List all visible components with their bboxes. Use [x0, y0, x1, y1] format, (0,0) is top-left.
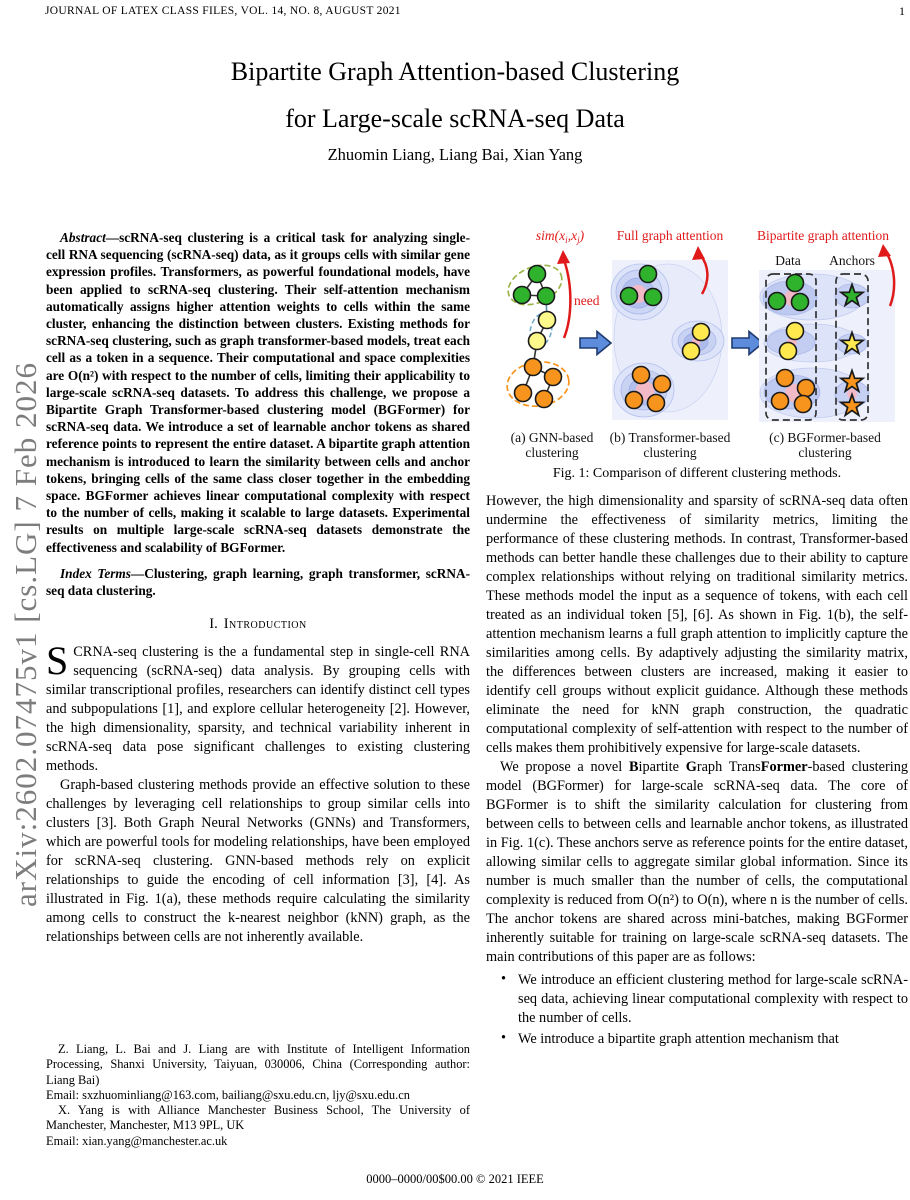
green-cell-node — [769, 293, 786, 310]
yellow-cell-node — [529, 333, 546, 350]
orange-cell-node — [525, 359, 542, 376]
bullet-icon: • — [501, 971, 507, 987]
footnote-line: Email: sxzhuominliang@163.com, bailiang@sxu.edu.cn, ljy@sxu.edu.cn — [46, 1087, 410, 1102]
bipartite-attention-arrowhead — [878, 244, 891, 257]
caption-c: (c) BGFormer-based — [769, 430, 881, 445]
page-number: 1 — [899, 4, 905, 18]
yellow-cell-node — [539, 312, 556, 329]
orange-cell-node — [777, 370, 794, 387]
caption-c2: clustering — [798, 445, 852, 460]
list-item — [486, 971, 908, 1028]
graph-nodes — [514, 266, 562, 408]
yellow-cell-node — [780, 343, 797, 360]
green-cell-node — [792, 294, 809, 311]
green-cell-node — [787, 275, 804, 292]
caption-a2: clustering — [525, 445, 579, 460]
intro-paragraph-1: SCRNA-seq clustering is the a fundamental step in single-cell RNA sequencing (scRNA-seq) data analysis. By grouping cells with similar transcriptional profiles, researchers can identify distinct cell types and subpopulations [1], and explore cellular heterogeneity [2]. However, the high dimensionality, sparsity, and technical variability inherent in scRNA-seq data pose significant challenges to existing clustering methods. — [46, 638, 470, 775]
section-heading-introduction — [46, 616, 470, 633]
green-cell-node — [529, 266, 546, 283]
section-number: I. — [209, 616, 218, 633]
abstract-text: scRNA-seq clustering is a critical task for analyzing single-cell RNA sequencing (scRNA-seq) data, as it groups cells with similar gene expression profiles. Transformers, as powerful foundational models, have been applied to scRNA-seq clustering. Their self-attention mechanism automatically assigns higher attention weights to cells within the same cluster, enhancing the distinction between clusters. Existing methods for scRNA-seq clustering, such as graph transformer-based models, treat each cell as a token in a sequence. Their computational and space complexities are O(n²) with respect to the number of cells, limiting their applicability to large-scale scRNA-seq datasets. To address this challenge, we propose a Bipartite Graph Transformer-based clustering model (BGFormer) for scRNA-seq data. We introduce a set of learnable anchor tokens as shared reference points to represent the entire dataset. A bipartite graph attention mechanism is introduced to learn the similarity between cells and anchor tokens, bringing cells of the same class closer together in the embedding space. BGFormer achieves linear computational complexity with respect to the number of cells, making it scalable to large datasets. Experimental results on multiple large-scale scRNA-seq datasets demonstrate the effectiveness and scalability of BGFormer. — [46, 230, 470, 555]
orange-cell-node — [545, 369, 562, 386]
footnote-line: X. Yang is with Alliance Manchester Business School, The University of Manchester, Manchester, M13 9PL, UK — [46, 1103, 470, 1133]
need-arrow — [564, 260, 570, 338]
anchors-column-label: Anchors — [829, 253, 875, 268]
abstract: Abstract—scRNA-seq clustering is a critical task for analyzing single-cell RNA sequencing (scRNA-seq) data, as it groups cells with similar gene expression profiles. Transformers, as powerful foundational models, have been applied to scRNA-seq clustering. Their self-attention mechanism automatically assigns higher attention weights to cells within the same cluster, enhancing the distinction between clusters. Existing methods for scRNA-seq clustering, such as graph transformer-based models, treat each cell as a token in a sequence. Their computational and space complexities are O(n²) with respect to the number of cells, limiting their applicability to large-scale scRNA-seq datasets. To address this challenge, we propose a Bipartite Graph Transformer-based clustering model (BGFormer) for scRNA-seq data. We introduce a set of learnable anchor tokens as shared reference points to represent the entire dataset. A bipartite graph attention mechanism is introduced to learn the similarity between cells and anchor tokens, bringing cells of the same class closer together in the embedding space. BGFormer achieves linear computational complexity with respect to the number of cells, making it scalable to large datasets. Experimental results on multiple large-scale scRNA-seq datasets demonstrate the effectiveness and scalability of BGFormer. — [46, 230, 470, 555]
figure-1 — [480, 218, 910, 463]
index-terms-label: Index Terms — [60, 565, 131, 581]
bullet-icon: • — [501, 1030, 507, 1046]
orange-cell-node — [798, 380, 815, 397]
abstract-label: Abstract — [60, 230, 106, 245]
contribution-text: We introduce an efficient clustering method for large-scale scRNA-seq data, achieving linear computational complexity with respect to the number of cells. — [518, 972, 908, 1026]
list-item — [486, 1030, 908, 1049]
contributions-list — [486, 971, 908, 1049]
panel-transition-arrow — [732, 332, 763, 355]
arxiv-watermark: arXiv:2602.07475v1 [cs.LG] 7 Feb 2026 — [8, 362, 43, 907]
title-line-1: Bipartite Graph Attention-based Clustering — [230, 57, 680, 86]
index-terms-text: Clustering, graph learning, graph transformer, scRNA-seq data clustering. — [46, 565, 471, 599]
panel-b-density-map — [611, 246, 728, 420]
yellow-cell-node — [683, 343, 700, 360]
orange-cell-node — [654, 376, 671, 393]
index-terms: Index Terms—Clustering, graph learning, graph transformer, scRNA-seq data clustering. — [46, 565, 471, 599]
orange-cell-node — [536, 391, 553, 408]
data-column-label: Data — [775, 253, 801, 268]
sim-label: $sim(x_i,x_j)$ — [535, 228, 585, 245]
full-attention-arrowhead — [692, 246, 705, 260]
contribution-text: We introduce a bipartite graph attention mechanism that — [518, 1031, 839, 1047]
panel-c-bipartite — [759, 244, 895, 422]
journal-header: JOURNAL OF LATEX CLASS FILES, VOL. 14, NO. 8, AUGUST 2021 — [45, 5, 401, 17]
green-cell-node — [621, 288, 638, 305]
orange-cell-node — [626, 392, 643, 409]
caption-b2: clustering — [643, 445, 697, 460]
yellow-cell-node — [693, 324, 710, 341]
orange-cell-node — [633, 367, 650, 384]
yellow-cell-node — [787, 323, 804, 340]
panel-transition-arrow — [580, 332, 611, 355]
title-line-2: for Large-scale scRNA-seq Data — [285, 104, 625, 133]
right-column — [486, 492, 908, 1049]
need-arrowhead — [557, 250, 570, 264]
section-title: Introduction — [223, 616, 307, 633]
footnote-line: Email: xian.yang@manchester.ac.uk — [46, 1133, 228, 1148]
full-graph-attention-label: Full graph attention — [616, 228, 724, 243]
author-footnote — [46, 1042, 470, 1149]
need-label: need — [574, 293, 600, 308]
orange-cell-node — [648, 395, 665, 412]
left-column — [46, 229, 470, 947]
bipartite-graph-attention-label: Bipartite graph attention — [757, 228, 889, 243]
green-cell-node — [538, 288, 555, 305]
right-paragraph-1: However, the high dimensionality and sparsity of scRNA-seq data often undermine the effectiveness of similarity metrics, limiting the performance of these clustering methods. In contrast, Transformer-based methods can better handle these challenges due to their ability to capture complex relationships without relying on traditional similarity metrics. These methods model the input as a sequence of tokens, with each cell treated as an individual token [5], [6]. As shown in Fig. 1(b), the self-attention mechanism learns a full graph attention to implicitly capture the similarities among cells. By adaptively adjusting the similarity matrix, the differences between clusters are increased, making it easier to identify cell groups without explicit guidance. Although these methods eliminate the need for kNN graph construction, the quadratic computational complexity of self-attention with respect to the number of cells makes them prohibitively expensive for large-scale datasets. — [486, 493, 908, 756]
intro-paragraph-2: Graph-based clustering methods provide an effective solution to these challenges by leveraging cell relationships to group similar cells into clusters [3]. Both Graph Neural Networks (GNNs) and Transformers, which are powerful tools for modeling relationships, have been employed for scRNA-seq clustering. GNN-based methods rely on explicit relationships to guide the encoding of cell information [3], [4]. As illustrated in Fig. 1(a), these methods require calculating the similarity among cells to construct the k-nearest neighbor (kNN) graph, as the relationships between cells are not inherently available. — [46, 777, 470, 946]
caption-b: (b) Transformer-based — [609, 430, 731, 445]
panel-a-gnn-graph — [502, 250, 599, 410]
orange-cell-node — [772, 393, 789, 410]
right-paragraph-2: We propose a novel Bipartite Graph TransFormer-based clustering model (BGFormer) for large-scale scRNA-seq data. The core of BGFormer is to shift the similarity calculation for clustering from between cells to between cells and learnable anchor tokens, as illustrated in Fig. 1(c). These anchors serve as reference points for the entire dataset, allowing similar cells to aggregate similar global information. Since its number is much smaller than the number of cells, the computational complexity is reduced from O(n²) to O(n), where n is the number of cells. The anchor tokens are shared across mini-batches, making BGFormer inherently suitable for training on large-scale scRNA-seq datasets. The main contributions of this paper are as follows: — [486, 759, 908, 965]
authors: Zhuomin Liang, Liang Bai, Xian Yang — [327, 145, 583, 164]
green-cell-node — [645, 289, 662, 306]
green-cell-node — [640, 266, 657, 283]
copyright-footer: 0000–0000/00$00.00 © 2021 IEEE — [366, 1172, 544, 1186]
footnote-line: Z. Liang, L. Bai and J. Liang are with Institute of Intelligent Information Processing, Shanxi University, Taiyuan, 030006, China (Corresponding author: Liang Bai) — [46, 1042, 470, 1087]
figure-caption: Fig. 1: Comparison of different clustering methods. — [552, 466, 842, 481]
drop-cap: S — [46, 638, 69, 684]
green-cell-node — [514, 287, 531, 304]
caption-a: (a) GNN-based — [510, 430, 594, 445]
paper-title — [0, 48, 910, 142]
orange-cell-node — [515, 385, 532, 402]
orange-cell-node — [795, 396, 812, 413]
